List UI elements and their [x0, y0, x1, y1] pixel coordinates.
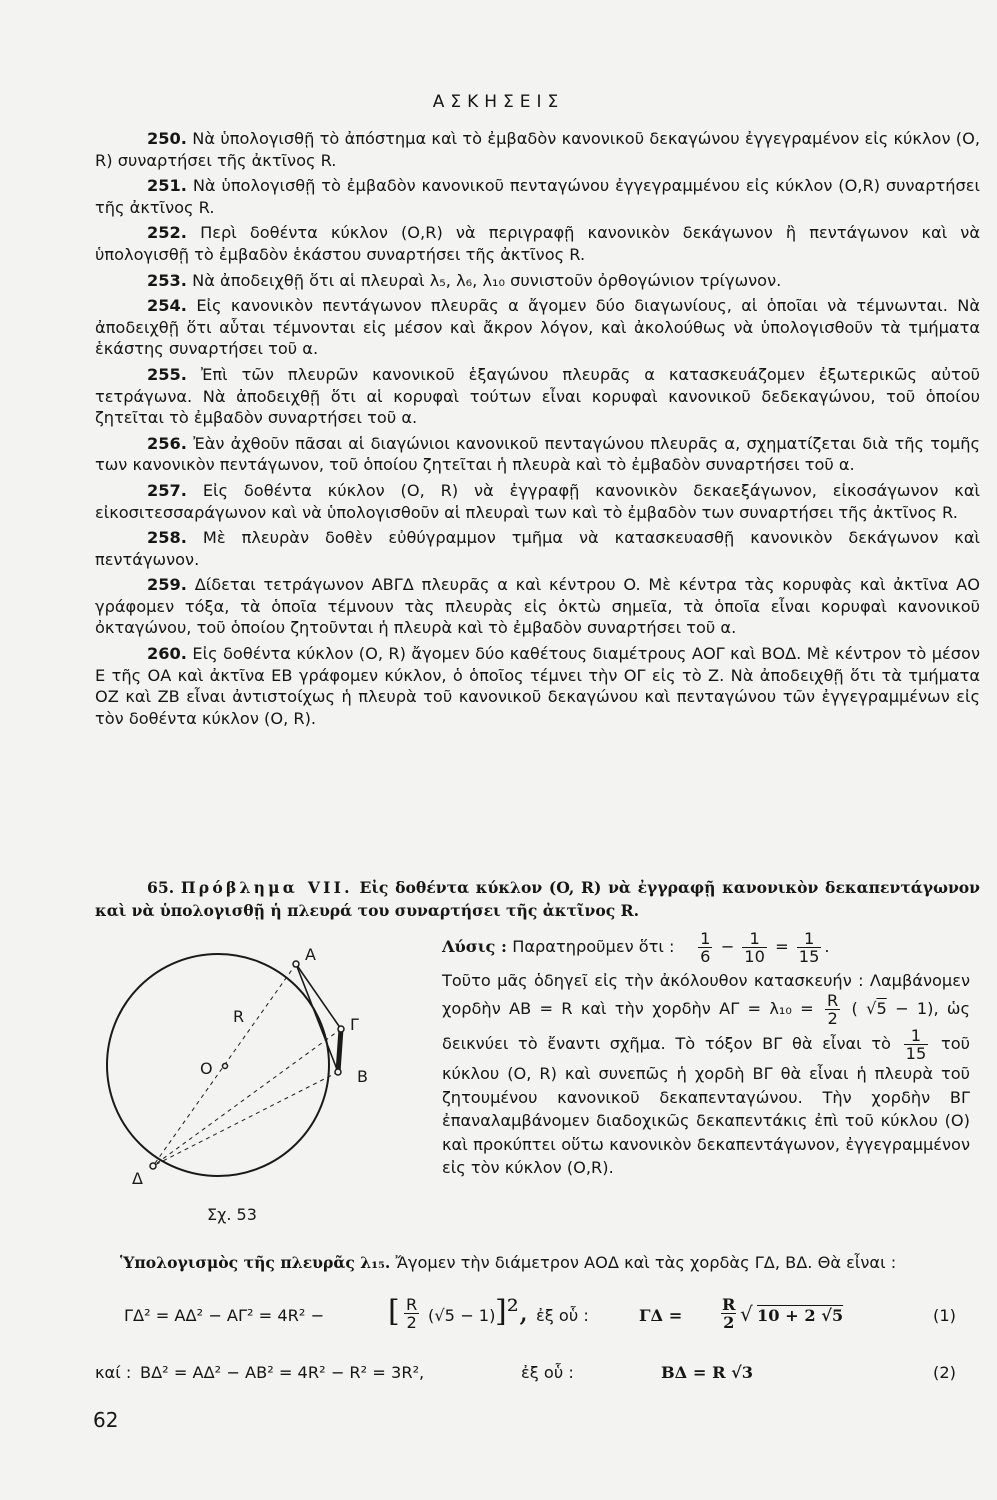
label-r: R — [233, 1007, 245, 1026]
equation-1-result-root: 10 + 2 √5 — [757, 1306, 844, 1325]
exercise-item — [95, 295, 980, 360]
numerator: R — [827, 991, 839, 1011]
exercise-text: Νὰ ἀποδειχθῇ ὅτι αἱ πλευραὶ λ₅, λ₆, λ₁₀ συνιστοῦν ὀρθογώνιον τρίγωνον. — [192, 270, 782, 290]
calculation-text: Ἄγομεν τὴν διάμετρον ΑΟΔ καὶ τὰς χορδὰς ΓΔ, ΒΔ. Θὰ εἶναι : — [395, 1253, 897, 1272]
exercise-item — [95, 270, 980, 292]
exercise-number: 250. — [147, 129, 187, 148]
exercise-number: 259. — [147, 575, 187, 595]
denominator: 15 — [798, 947, 820, 966]
equation-1 — [95, 1294, 980, 1338]
equation-1-root: √ — [740, 1302, 753, 1326]
solution-text-b: ὡς δεικνύει τὸ ἔναντι σχῆμα. Τὸ τόξον ΒΓ θὰ — [442, 999, 970, 1054]
numerator: 1 — [910, 1026, 922, 1046]
label-b: B — [357, 1067, 368, 1086]
label-o: O — [200, 1059, 213, 1078]
denominator: 6 — [700, 947, 711, 966]
point-a — [293, 961, 299, 967]
exercise-text: Ἐπὶ τῶν πλευρῶν κανονικοῦ ἑξαγώνου πλευρᾶς α κατασκευάζομεν ἐξωτερικῶς αὐτοῦ τετράγωνα. Νὰ ἀποδειχθῇ ὅτι αἱ κορυφαὶ τούτων εἶναι κορυφαὶ κανονικοῦ δεδεκαγώνου, τοῦ ὁποίου ζητεῖται τὸ ἐμβαδὸν συναρτήσει τοῦ α. — [95, 364, 980, 428]
root-open: ( √ — [851, 999, 877, 1019]
numerator: 1 — [700, 929, 711, 948]
equals-sign: = — [775, 937, 789, 956]
equation-2-lhs: ΒΔ² = ΑΔ² − ΑΒ² = 4R² − R² = 3R², — [140, 1363, 425, 1382]
exercise-list — [95, 128, 980, 733]
exercise-item — [95, 574, 980, 639]
label-d: Δ — [132, 1169, 143, 1188]
exercise-item — [95, 527, 980, 570]
figure-caption: Σχ. 53 — [207, 1205, 257, 1224]
equation-1-lhs: ΓΔ² = ΑΔ² − ΑΓ² = 4R² − — [124, 1306, 325, 1325]
problem-text: Εἰς δοθέντα κύκλον (O, R) νὰ ἐγγραφῇ κανονικὸν δεκαπεντάγωνον καὶ νὰ ὑπολογισθῇ ἡ πλευρά του συναρτήσει τῆς ἀκτῖνος R. — [95, 878, 980, 920]
exercise-text: Μὲ πλευρὰν δοθὲν εὐθύγραμμον τμῆμα νὰ κατασκευασθῇ κανονικὸν δεκάγωνον καὶ πεντάγωνον. — [95, 528, 980, 569]
exercise-text: Νὰ ὑπολογισθῇ τὸ ἐμβαδὸν κανονικοῦ πενταγώνου ἐγγεγραμμένου εἰς κύκλον (O,R) συναρτήσει τῆς ἀκτῖνος R. — [95, 176, 980, 217]
fraction-arc — [904, 1027, 929, 1062]
fraction-r-half — [825, 992, 840, 1027]
equation-1-fraction — [401, 1296, 422, 1331]
exercise-item — [95, 433, 980, 476]
fraction-fifteenth — [797, 930, 822, 965]
exercise-item — [95, 175, 980, 218]
fraction-tenth — [742, 930, 767, 965]
problem-number: 65. — [147, 878, 175, 897]
exercise-text: Εἰς δοθέντα κύκλον (O, R) νὰ ἐγγραφῇ κανονικὸν δεκαεξάγωνον, εἰκοσάγωνον καὶ εἰκοσιτεσσαράγωνον καὶ νὰ ὑπολογισθοῦν αἱ πλευραὶ των καὶ τὸ ἐμβαδὸν των συναρτήσει τῆς ἀκτῖνος R. — [95, 480, 980, 522]
exercise-text: Νὰ ὑπολογισθῇ τὸ ἀπόστημα καὶ τὸ ἐμβαδὸν κανονικοῦ δεκαγώνου ἐγγεγραμένον εἰς κύκλον (O, R) συναρτήσει τῆς ἀκτῖνος R. — [95, 129, 980, 170]
calculation-title: Ὑπολογισμὸς τῆς πλευρᾶς λ₁₅. — [120, 1253, 391, 1272]
solution-text-a: Τοῦτο μᾶς ὁδηγεῖ εἰς τὴν ἀκόλουθον κατασκευήν : Λαμβάνομεν χορδὴν ΑΒ = R καὶ τὴν χορδὴν ΑΓ = λ₁₀ = — [442, 971, 970, 1019]
point-g — [338, 1026, 344, 1032]
solution-text-d: τοῦ κύκλου (O, R) καὶ συνεπῶς ἡ χορδὴ ΒΓ θὰ εἶναι ἡ πλευρὰ τοῦ ζητουμένου κανονικοῦ δεκαπενταγώνου. Τὴν χορδὴν ΒΓ ἐπαναλαμβάνομεν διαδοχικῶς δεκαπεντάκις ἐπὶ τοῦ κύκλου (O) καὶ προκύπτει οὕτω κανονικὸν δεκαπεντάγωνον, ἐγγεγραμμένον εἰς τὸν κύκλον (O,R). — [442, 1034, 970, 1178]
solution-label: Λύσις : — [442, 937, 508, 956]
solution-intro: Παρατηροῦμεν ὅτι : — [512, 937, 675, 956]
solution-paragraph — [442, 969, 970, 1179]
bracket-close: ]², — [495, 1294, 529, 1329]
point-b — [335, 1069, 341, 1075]
solution-first-line — [442, 930, 970, 965]
equation-2-result: ΒΔ = R √3 — [661, 1363, 754, 1382]
numerator: R — [406, 1295, 418, 1314]
solution-text-c: εἶναι τὸ — [822, 1034, 891, 1054]
equation-2-tag: (2) — [933, 1363, 956, 1382]
equation-2-hence: ἐξ οὗ : — [521, 1363, 574, 1382]
equation-1-result-fraction — [717, 1296, 740, 1331]
calculation-heading — [95, 1252, 980, 1274]
numerator: 1 — [803, 929, 815, 948]
equation-2 — [95, 1355, 980, 1395]
page-number: 62 — [93, 1408, 119, 1432]
exercise-number: 257. — [147, 480, 187, 500]
chord-ab — [296, 964, 338, 1072]
denominator: 10 — [744, 947, 765, 966]
exercise-item — [95, 643, 980, 729]
point-d — [150, 1163, 156, 1169]
chord-gd — [153, 1029, 341, 1166]
root-argument: 5 — [876, 999, 887, 1019]
denominator: 2 — [723, 1313, 735, 1332]
denominator: 2 — [406, 1313, 417, 1332]
fraction-sixth — [698, 930, 712, 965]
denominator: 2 — [827, 1009, 838, 1029]
exercise-number: 254. — [147, 296, 187, 316]
exercise-number: 252. — [147, 223, 187, 243]
circle-diagram — [97, 930, 387, 1230]
exercise-text: Δίδεται τετράγωνον ΑΒΓΔ πλευρᾶς α καὶ κέντρου O. Μὲ κέντρα τὰς κορυφὰς καὶ ἀκτῖνα ΑΟ γράφομεν τόξα, τὰ ὁποῖα τέμνουν τὰς πλευρὰς εἰς ὀκτὼ σημεῖα, τὰ ὁποῖα εἶναι κορυφαὶ κανονικοῦ ὀκταγώνου, τοῦ ὁποίου ζητοῦνται ἡ πλευρὰ καὶ τὸ ἐμβαδὸν συναρτήσει τοῦ α. — [95, 575, 980, 638]
exercise-item — [95, 480, 980, 523]
exercise-item — [95, 222, 980, 265]
exercise-text: Περὶ δοθέντα κύκλον (O,R) νὰ περιγραφῇ κανονικὸν δεκάγωνον ἢ πεντάγωνον καὶ νὰ ὑπολογισθῇ τὸ ἐμβαδὸν ἑκάστου συναρτήσει τῆς ἀκτῖνος R. — [95, 223, 980, 264]
numerator: 1 — [749, 929, 760, 948]
exercise-number: 253. — [147, 270, 187, 290]
problem-statement — [95, 876, 980, 922]
chord-bg — [338, 1029, 341, 1072]
geometry-figure — [97, 930, 387, 1230]
minus-sign: − — [720, 937, 735, 956]
exercise-number: 260. — [147, 644, 187, 664]
period: . — [824, 937, 830, 956]
exercise-number: 255. — [147, 364, 187, 384]
chord-bd — [153, 1072, 338, 1166]
problem-label: Πρόβλημα VII. — [180, 878, 353, 897]
label-g: Γ — [350, 1015, 359, 1034]
exercise-number: 258. — [147, 528, 187, 548]
equation-1-result-lhs: ΓΔ = — [639, 1306, 683, 1325]
exercise-item — [95, 128, 980, 171]
exercise-item — [95, 364, 980, 429]
root-close: − 1), — [895, 999, 939, 1019]
denominator: 15 — [905, 1044, 927, 1064]
equation-1-tag: (1) — [933, 1306, 956, 1325]
circle-outline — [107, 954, 329, 1176]
numerator: R — [722, 1295, 736, 1314]
exercise-number: 251. — [147, 176, 187, 196]
exercise-text: Εἰς κανονικὸν πεντάγωνον πλευρᾶς α ἄγομεν δύο διαγωνίους, αἱ ὁποῖαι νὰ τέμνωνται. Νὰ ἀποδειχθῇ ὅτι αὗται τέμνονται εἰς μέσον καὶ ἄκρον λόγον, καὶ ἀκολούθως νὰ ὑπολογισθοῦν τὰ τμήματα ἑκάστης συναρτήσει τοῦ α. — [95, 296, 980, 359]
solution-block — [442, 930, 970, 1179]
exercise-text: Εἰς δοθέντα κύκλον (O, R) ἄγομεν δύο καθέτους διαμέτρους ΑΟΓ καὶ ΒΟΔ. Μὲ κέντρον τὸ μέσον Ε τῆς ΟΑ καὶ ἀκτῖνα ΕΒ γράφομεν κύκλον, ὁ ὁποῖος τέμνει τὴν ΟΓ εἰς τὸ Ζ. Νὰ ἀποδειχθῇ ὅτι τὰ τμήματα ΟΖ καὶ ΖΒ εἶναι ἀντιστοίχως ἡ πλευρὰ τοῦ κανονικοῦ δεκαγώνου καὶ πενταγώνου τῶν ἐγγεγραμμένων εἰς τὸν δοθέντα κύκλον (O, R). — [95, 644, 980, 728]
equation-1-inner: (√5 − 1) — [428, 1306, 496, 1325]
exercise-number: 256. — [147, 433, 187, 453]
exercise-text: Ἐὰν ἀχθοῦν πᾶσαι αἱ διαγώνιοι κανονικοῦ πενταγώνου πλευρᾶς α, σχηματίζεται διὰ τῆς τομῆς των κανονικὸν πεντάγωνον, τοῦ ὁποίου ζητεῖται ἡ πλευρὰ καὶ τὸ ἐμβαδὸν συναρτήσει τοῦ α. — [95, 433, 980, 475]
bracket-open: [ — [388, 1294, 400, 1329]
point-o — [223, 1064, 228, 1069]
equation-1-hence: ἐξ οὗ : — [536, 1306, 589, 1325]
equation-2-prefix: καί : — [95, 1363, 132, 1382]
label-a: A — [305, 945, 316, 964]
page-header: ΑΣΚΗΣΕΙΣ — [432, 92, 565, 112]
